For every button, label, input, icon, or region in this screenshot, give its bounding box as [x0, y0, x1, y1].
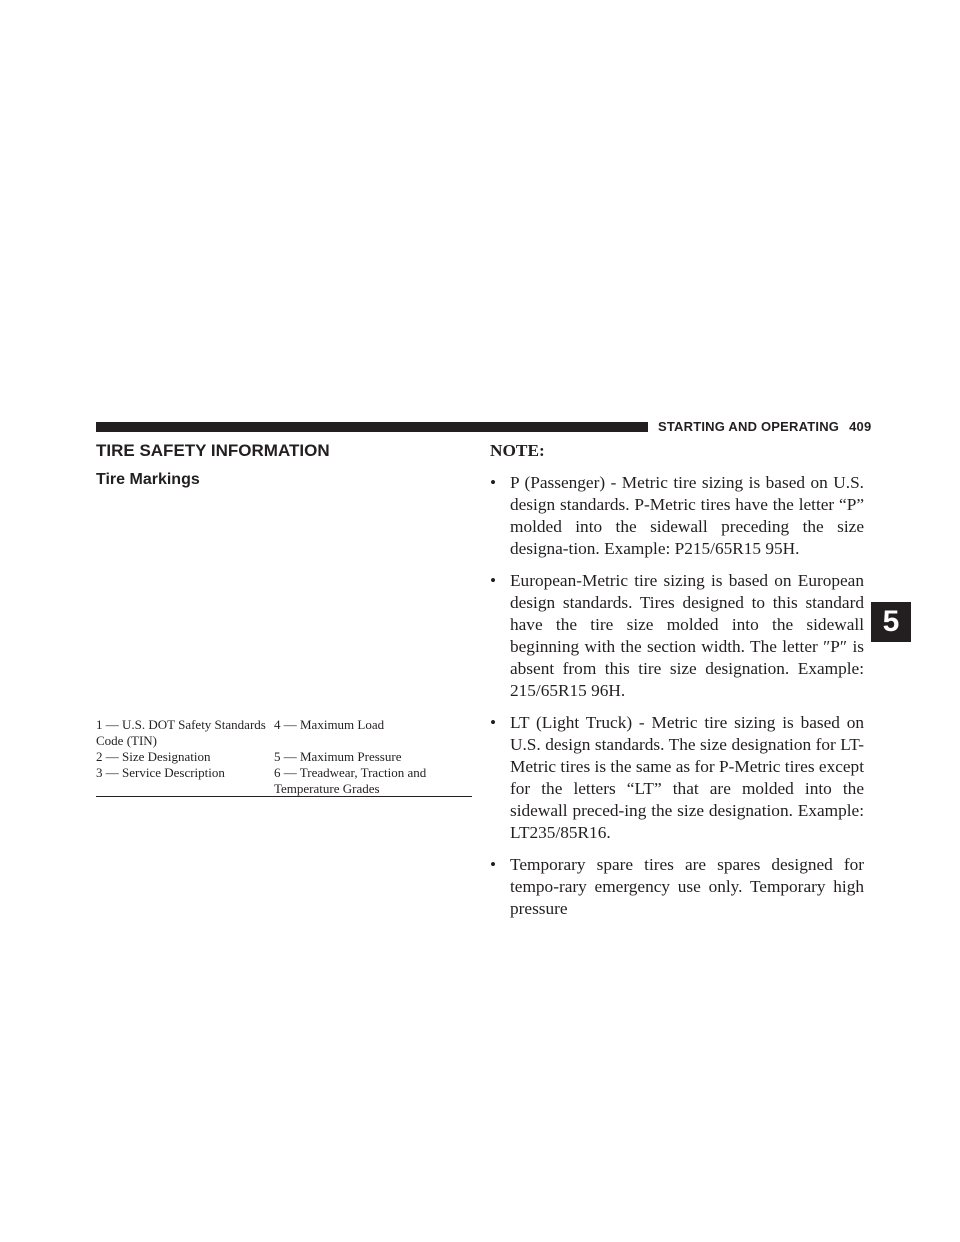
- bullet-dot-icon: •: [490, 571, 497, 590]
- legend-item: 6 — Treadwear, Traction and Temperature Grades: [274, 765, 427, 796]
- header-rule: [96, 422, 648, 432]
- subsection-title: Tire Markings: [96, 471, 200, 488]
- figure-legend: [96, 717, 472, 797]
- note-label: NOTE:: [490, 441, 545, 460]
- page-number: 409: [849, 419, 872, 434]
- legend-item: 2 — Size Designation: [96, 749, 211, 764]
- bullet-text: P (Passenger) - Metric tire sizing is based on U.S. design standards. P-Metric tires have the letter “P” molded into the sidewall preceding the size designa-tion. Example: P215/65R15 95H.: [510, 473, 864, 558]
- header-section-title: STARTING AND OPERATING: [658, 419, 840, 434]
- bullet-text: European-Metric tire sizing is based on European design standards. Tires designed to this standard have the tire size molded into the sidewall beginning with the section width. The letter ″P″ is absent from this tire size designation. Example: 215/65R15 96H.: [510, 571, 864, 700]
- bullet-item: [490, 854, 864, 920]
- bullet-item: [490, 570, 864, 702]
- chapter-tab: 5: [871, 602, 911, 642]
- running-header: [658, 418, 872, 436]
- bullet-text: Temporary spare tires are spares designed for tempo-rary emergency use only. Temporary high pressure: [510, 855, 864, 918]
- legend-item: 4 — Maximum Load: [274, 717, 385, 732]
- bullet-text: LT (Light Truck) - Metric tire sizing is based on U.S. design standards. The size designation for LT-Metric tires is the same as for P-Metric tires except for the letters “LT” that are molded into the sidewall preced-ing the size designation. Example: LT235/85R16.: [510, 713, 864, 842]
- legend-divider: [96, 796, 472, 797]
- bullet-dot-icon: •: [490, 713, 497, 732]
- legend-item: 1 — U.S. DOT Safety Standards Code (TIN): [96, 717, 266, 748]
- section-title: TIRE SAFETY INFORMATION: [96, 441, 330, 460]
- bullet-item: [490, 712, 864, 844]
- note-column: [490, 440, 864, 930]
- bullet-dot-icon: •: [490, 855, 497, 874]
- legend-item: 3 — Service Description: [96, 765, 225, 780]
- legend-item: 5 — Maximum Pressure: [274, 749, 402, 764]
- bullet-dot-icon: •: [490, 473, 497, 492]
- bullet-item: [490, 472, 864, 560]
